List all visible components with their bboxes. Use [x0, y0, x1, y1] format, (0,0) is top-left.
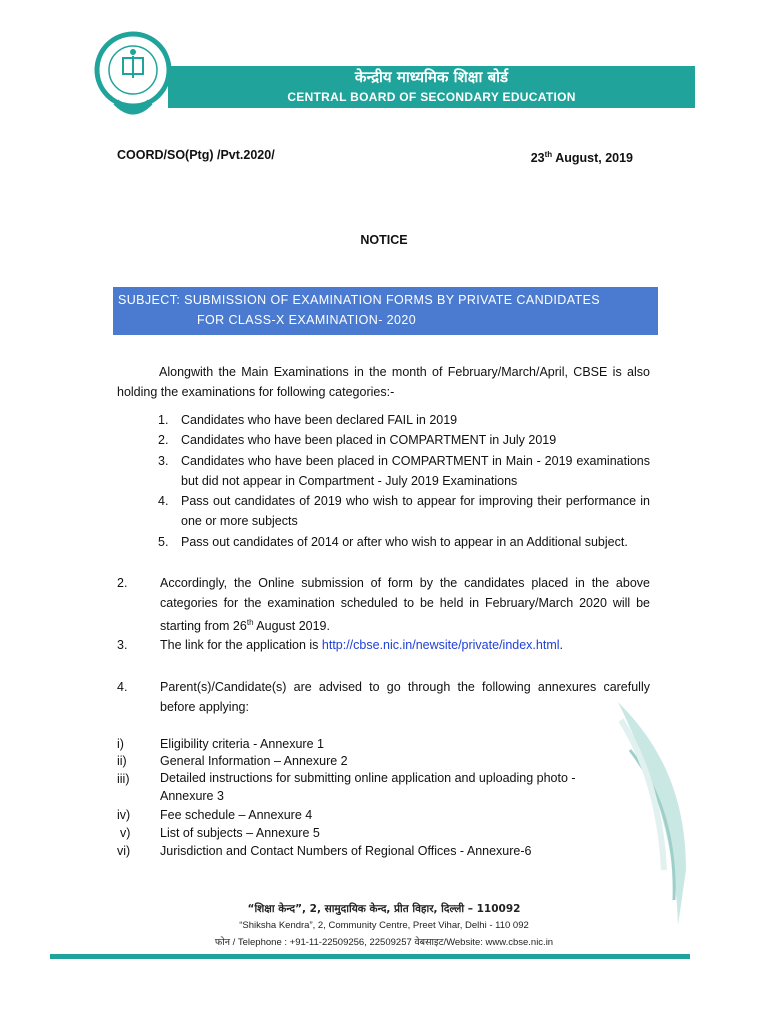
date-day: 23 — [530, 151, 545, 166]
paragraph-number: 4. — [117, 680, 128, 694]
cbse-logo — [94, 28, 172, 124]
footer-divider — [50, 954, 690, 959]
letter-date — [531, 145, 633, 168]
intro-paragraph: Alongwith the Main Examinations in the month of February/March/April, CBSE is also holding the examinations for following categories:- — [117, 365, 650, 399]
list-item-text: Pass out candidates of 2019 who wish to appear for improving their performance in one or more subjects — [181, 494, 650, 528]
paragraph-number: 3. — [117, 638, 128, 652]
pen-nib-graphic — [616, 700, 696, 930]
date-suffix: th — [544, 150, 553, 159]
paragraph-3-text: The link for the application is — [160, 638, 322, 652]
list-item-text: Candidates who have been placed in COMPARTMENT in July 2019 — [181, 433, 557, 447]
list-item-number: 4. — [158, 494, 169, 508]
annexure-item: Jurisdiction and Contact Numbers of Regional Offices - Annexure-6 — [160, 844, 532, 858]
subject-line-1: SUBJECT: SUBMISSION OF EXAMINATION FORMS BY PRIVATE CANDIDATES — [118, 293, 601, 307]
paragraph-4: Parent(s)/Candidate(s) are advised to go through the following annexures carefully before applying: — [160, 680, 650, 714]
list-item — [160, 491, 650, 531]
annexure-item: Detailed instructions for submitting online application and uploading photo -Annexure 3 — [160, 771, 576, 803]
annexure-number: v) — [120, 826, 131, 840]
annexure-item: Fee schedule – Annexure 4 — [160, 808, 313, 822]
list-item-text: Candidates who have been placed in COMPARTMENT in Main - 2019 examinations but did not appear in Compartment - July 2019 Examinations — [181, 454, 650, 488]
list-item — [160, 410, 650, 430]
annexure-item: Eligibility criteria - Annexure 1 — [160, 737, 324, 751]
list-item — [160, 532, 650, 552]
annexure-number: vi) — [117, 844, 131, 858]
date-rest: August, 2019 — [552, 151, 633, 166]
header-hindi-title: केन्द्रीय माध्यमिक शिक्षा बोर्ड — [354, 68, 509, 86]
paragraph-2-sup: th — [246, 618, 254, 627]
footer-hindi-address: “शिक्षा केन्द”, 2, सामुदायिक केन्द, प्रीत विहार, दिल्ली – 110092 — [247, 903, 521, 915]
paragraph-3 — [160, 635, 650, 655]
list-item-text: Pass out candidates of 2014 or after who wish to appear in an Additional subject. — [181, 535, 628, 549]
list-item — [160, 430, 650, 450]
annexure-item: List of subjects – Annexure 5 — [160, 826, 320, 840]
notice-title: NOTICE — [360, 233, 408, 247]
list-item-number: 3. — [158, 454, 169, 468]
application-link[interactable]: http://cbse.nic.in/newsite/private/index.html — [321, 638, 560, 652]
paragraph-2-text-end: August 2019. — [253, 619, 330, 634]
list-item — [160, 451, 650, 491]
list-item-text: Candidates who have been declared FAIL in 2019 — [181, 413, 458, 427]
annexure-number: ii) — [117, 754, 127, 768]
footer-contact: फोन / Telephone : +91-11-22509256, 22509257 वेबसाइट/Website: www.cbse.nic.in — [214, 937, 554, 948]
footer-english-address: “Shiksha Kendra”, 2, Community Centre, Preet Vihar, Delhi - 110 092 — [239, 920, 529, 931]
paragraph-2 — [160, 573, 650, 636]
annexure-item: General Information – Annexure 2 — [160, 754, 348, 768]
list-item-number: 5. — [158, 535, 169, 549]
paragraph-number: 2. — [117, 576, 128, 590]
list-item-number: 2. — [158, 433, 169, 447]
list-item-number: 1. — [158, 413, 169, 427]
paragraph-3-end: . — [559, 638, 563, 652]
paragraph-2-text: Accordingly, the Online submission of form by the candidates placed in the above categories for the examination scheduled to be held in February/March 2020 will be starting from 26 — [160, 576, 650, 634]
annexure-number: iii) — [117, 772, 130, 786]
subject-line-2: FOR CLASS-X EXAMINATION- 2020 — [197, 313, 417, 327]
reference-number: COORD/SO(Ptg) /Pvt.2020/ — [117, 148, 275, 162]
header-english-title: CENTRAL BOARD OF SECONDARY EDUCATION — [287, 90, 576, 104]
annexure-number: iv) — [117, 808, 131, 822]
annexure-number: i) — [117, 737, 124, 751]
